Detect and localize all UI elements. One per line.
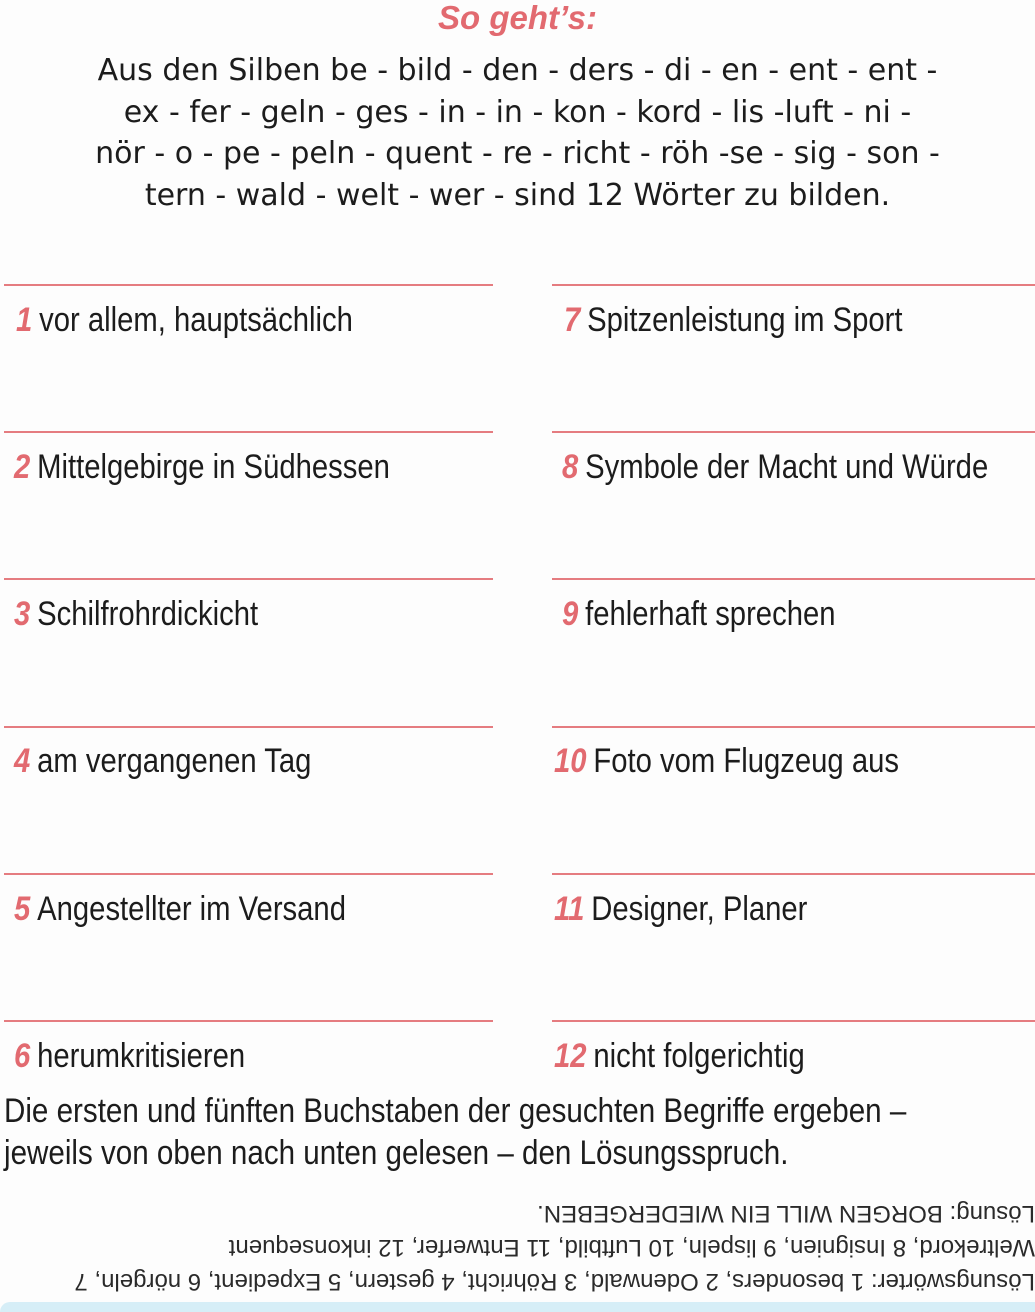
clue-7 (564, 300, 902, 340)
answer-line-5 (4, 873, 493, 875)
clue-text: am vergangenen Tag (37, 742, 312, 780)
solution-line: Lösungswörter: 1 besonders, 2 Odenwald, 3 Röhricht, 4 gestern, 5 Expedient, 6 nörgeln, 7 (74, 1268, 1035, 1295)
clue-10 (554, 741, 899, 781)
clue-number: 11 (554, 890, 585, 928)
answer-line-4 (4, 726, 493, 728)
clue-8 (562, 447, 988, 487)
clue-1 (16, 300, 353, 340)
clue-9 (562, 594, 835, 634)
instructions-line: nör - o - pe - peln - quent - re - richt - röh -se - sig - son - (95, 136, 940, 171)
clue-text: Foto vom Flugzeug aus (593, 742, 899, 780)
clue-12 (554, 1036, 805, 1076)
clue-number: 8 (562, 448, 579, 486)
solution-instructions-line: Die ersten und fünften Buchstaben der gesuchten Begriffe ergeben – (4, 1092, 907, 1130)
instructions-line: ex - fer - geln - ges - in - in - kon - kord - lis -luft - ni - (123, 94, 912, 130)
answer-line-7 (552, 284, 1035, 286)
clue-number: 10 (554, 742, 587, 780)
instructions (0, 50, 1035, 216)
clue-text: herumkritisieren (37, 1037, 246, 1075)
bottom-band (0, 1302, 1035, 1312)
answer-line-1 (4, 284, 493, 286)
answer-line-8 (552, 431, 1035, 433)
clue-4 (14, 741, 311, 781)
clue-text: Angestellter im Versand (37, 890, 346, 928)
solution-line: Lösung: BORGEN WILL EIN WIEDERGEBEN. (537, 1200, 1035, 1227)
instructions-line: Aus den Silben be - bild - den - ders - di - en - ent - ent - (97, 53, 938, 88)
clue-number: 6 (14, 1037, 31, 1075)
clue-5 (14, 889, 346, 929)
answer-line-12 (552, 1020, 1035, 1022)
clue-number: 9 (562, 595, 579, 633)
clue-6 (14, 1036, 245, 1076)
upside-down-solution (0, 1182, 1035, 1298)
solution-line: Weltrekord, 8 Insignien, 9 lispeln, 10 Luftbild, 11 Entwerfer, 12 inkonsequent (228, 1234, 1035, 1261)
clue-text: Designer, Planer (591, 890, 808, 928)
clue-number: 12 (554, 1037, 587, 1075)
solution-instructions (4, 1090, 1031, 1174)
heading: So geht’s: (438, 0, 597, 36)
clue-number: 2 (14, 448, 31, 486)
answer-line-10 (552, 726, 1035, 728)
clue-text: Spitzenleistung im Sport (587, 301, 903, 339)
answer-line-6 (4, 1020, 493, 1022)
clue-number: 3 (14, 595, 31, 633)
answer-line-9 (552, 578, 1035, 580)
clue-11 (554, 889, 807, 929)
clue-text: Mittelgebirge in Südhessen (37, 448, 390, 486)
solution-instructions-line: jeweils von oben nach unten gelesen – den Lösungsspruch. (4, 1134, 789, 1172)
answer-line-2 (4, 431, 493, 433)
clue-number: 5 (14, 890, 31, 928)
answer-line-11 (552, 873, 1035, 875)
clue-number: 7 (564, 301, 581, 339)
clue-number: 1 (16, 301, 33, 339)
clue-text: Schilfrohrdickicht (37, 595, 259, 633)
clue-text: fehlerhaft sprechen (585, 595, 836, 633)
answer-line-3 (4, 578, 493, 580)
clue-3 (14, 594, 258, 634)
clue-text: Symbole der Macht und Würde (585, 448, 989, 486)
clue-text: vor allem, hauptsächlich (39, 301, 353, 339)
instructions-line: tern - wald - welt - wer - sind 12 Wörter zu bilden. (144, 177, 891, 213)
clue-text: nicht folgerichtig (593, 1037, 805, 1075)
clue-2 (14, 447, 390, 487)
clue-number: 4 (14, 742, 31, 780)
